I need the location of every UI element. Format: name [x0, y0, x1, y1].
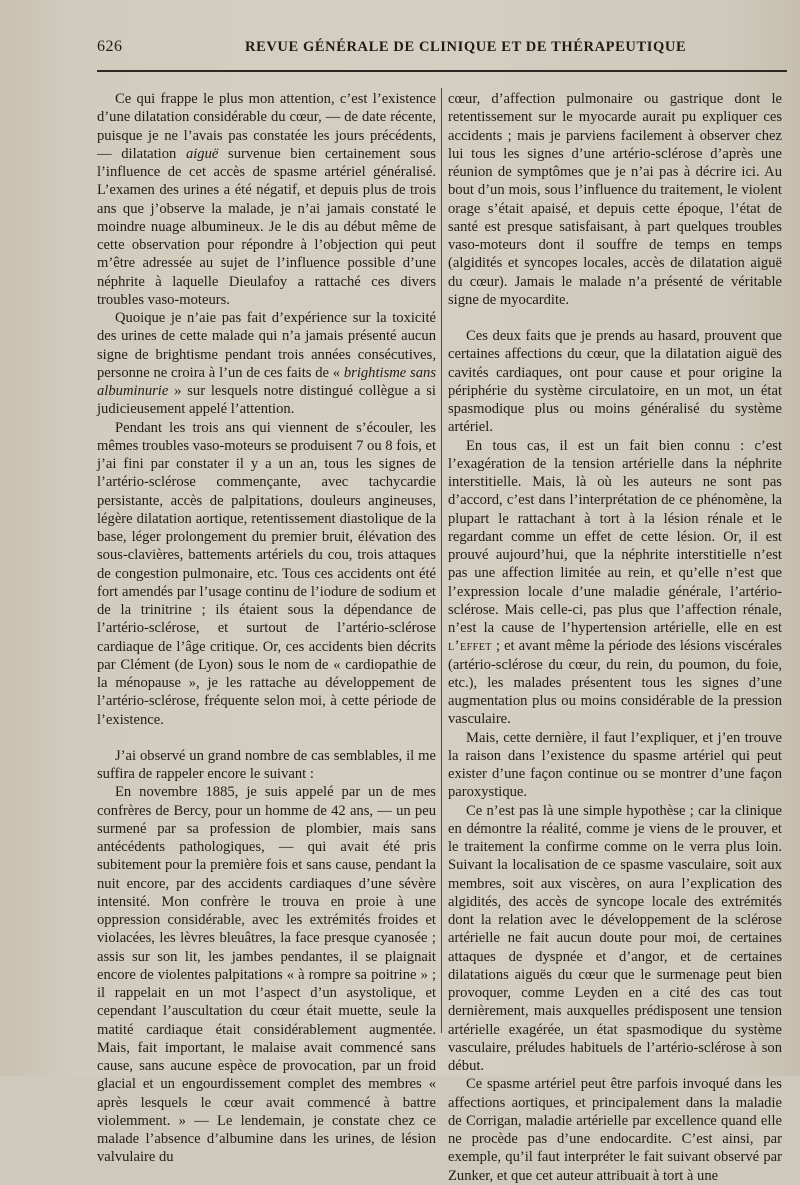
- left-column: [97, 90, 436, 1167]
- text-run: En tous cas, il est un fait bien connu : c’est l’exagération de la tension artérielle dans la néphrite interstitielle. Mais, là où les auteurs ne sont pas d’accord, c’est dans l’interprétation de ce phénomène, la plupart le rattachant à tort à la lésion rénale et le regardant comme un effet de cette lésion. Or, il est prouvé aujourd’hui, que la néphrite interstitielle n’est pas une affection limitée au rein, et qu’elle n’est que l’expression locale d’une maladie générale, l’artério-sclérose. Mais celle-ci, pas plus que l’affection rénale, n’est la cause de l’hypertension artérielle, elle en est: [448, 437, 782, 636]
- running-title: REVUE GÉNÉRALE DE CLINIQUE ET DE THÉRAPEUTIQUE: [245, 39, 687, 55]
- text-run: Mais, cette dernière, il faut l’expliquer, et j’en trouve la raison dans l’existence du spasme artériel qui peut exister d’une façon continue ou se montrer d’une façon paroxystique.: [448, 729, 782, 801]
- paragraph: [97, 783, 436, 1166]
- paragraph: [97, 309, 436, 419]
- paragraph: [448, 90, 782, 309]
- paragraph: [97, 90, 436, 309]
- page-header: [97, 38, 757, 60]
- text-run: Ces deux faits que je prends au hasard, prouvent que certaines affections du cœur, que la dilatation aiguë des cavités cardiaques, ont pour cause et pour origine la périphérie du système circulatoire, en un mot, un état spasmodique plus ou moins généralisé du système artériel.: [448, 328, 782, 436]
- page-number: 626: [97, 38, 123, 55]
- text-run: ; et avant même la période des lésions viscérales (artério-sclérose du cœur, du rein, du poumon, du foie, etc.), les malades présentent tous les signes d’une augmentation plus ou moins considérable de la pression vasculaire.: [448, 638, 782, 728]
- paragraph: [448, 1075, 782, 1185]
- small-caps-text: l’effet: [448, 638, 492, 655]
- text-run: Ce spasme artériel peut être parfois invoqué dans les affections aortiques, et principalement dans la maladie de Corrigan, maladie artérielle par excellence quand elle ne procède pas d’une endocardite. C’est ainsi, par exemple, qu’il faut interpréter le fait suivant observé par Zunker, et que cet auteur attribuait à tort à une: [448, 1076, 782, 1184]
- right-column: [448, 90, 782, 1185]
- text-run: Ce qui frappe le plus mon attention, c’est l’existence d’une dilatation considérable du cœur, — de date récente, puisque je ne l’avais pas constatée les jours précédents, — dilatation: [97, 91, 436, 162]
- text-run: Pendant les trois ans qui viennent de s’écouler, les mêmes troubles vaso-moteurs se produisent 7 ou 8 fois, et j’ai fini par constater il y a un an, tous les signes de l’artério-sclérose commençante, avec tachycardie persistante, accès de palpitations, douleurs angineuses, légère dilatation aortique, retentissement diastolique de la base, léger prolongement du premier bruit, élévation des sous-clavières, battements artériels du cou, trois attaques de congestion pulmonaire, etc. Tous ces accidents ont été fort amendés par l’usage continu de l’iodure de sodium et de la trinitrine ; ils étaient sous la dépendance de l’artério-sclérose, et surtout de l’artério-sclérose cardiaque de l’âge critique. Or, ces accidents bien décrits par Clément (de Lyon) sous le nom de « cardiopathie de la ménopause », je les rattache au développement de l’artério-sclérose, fréquente selon moi, à cette période de l’existence.: [97, 419, 436, 728]
- paragraph: [448, 437, 782, 729]
- italic-text: aiguë: [185, 145, 219, 162]
- paragraph: [448, 729, 782, 802]
- paragraph: [448, 802, 782, 1076]
- text-run: En novembre 1885, je suis appelé par un de mes confrères de Bercy, pour un homme de 42 ans, — un peu surmené par sa profession de plombier, mais sans antécédents pathologiques, — qui avait été pris subitement pour la première fois et sans cause, pendant la nuit encore, par des accidents cardiaques d’une sévère intensité. Mon confrère le trouva en proie à une oppression considérable, avec les extrémités froides et violacées, les lèvres bleuâtres, la face presque cyanosée ; assis sur son lit, les jambes pendantes, il se plaignait encore de violentes palpitations « à rompre sa poitrine » ; il rappelait en un mot l’aspect d’un asystolique, et cependant l’auscultation du cœur était muette, seule la matité cardiaque était considérablement augmentée. Mais, fait important, le malaise avait commencé sans cause, sans aucune espèce de provocation, par un froid glacial et un engourdissement complet des membres « après lesquels le cœur avait commencé à battre violemment. » — Le lendemain, je constate chez ce malade l’absence d’albumine dans les urines, de lésion valvulaire du: [97, 784, 436, 1166]
- header-rule: [97, 70, 787, 72]
- text-run: cœur, d’affection pulmonaire ou gastrique dont le retentissement sur le myocarde aurait pu expliquer ces accidents ; mais je parviens facilement à observer chez lui tous les signes d’une artério-sclérose d’après une réunion de symptômes que je n’ai pas à décrire ici. Au bout d’un mois, sous l’influence du traitement, le violent orage s’était apaisé, et depuis cette époque, l’état de santé est presque satisfaisant, à part quelques troubles vaso-moteurs dont il souffre de temps en temps (algidités et syncopes locales, accès de dilatation aiguë du cœur). Jamais le malade n’a présenté de véritable signe de myocardite.: [448, 91, 782, 308]
- paragraph: [97, 747, 436, 784]
- text-run: J’ai observé un grand nombre de cas semblables, il me suffira de rappeler encore le suivant :: [97, 747, 436, 782]
- text-run: Ce n’est pas là une simple hypothèse ; car la clinique en démontre la réalité, comme je viens de le prouver, et le traitement la confirme comme on le verra plus loin. Suivant la localisation de ce spasme vasculaire, soit aux membres, soit aux viscères, on aura l’explication des algidités, des accès de syncope locale des extrémités dont la relation avec le développement de la sclérose artérielle ne fait aucun doute pour moi, de certaines attaques de dyspnée et d’angor, et de certaines dilatations aiguës du cœur que le surmenage peut bien provoquer, comme Leyden en a cité des cas tout dernièrement, mais auxquelles prédisposent une tension artérielle exagérée, un état spasmodique du système vasculaire, préludes habituels de l’artério-sclérose à son début.: [448, 802, 782, 1074]
- paragraph: [448, 327, 782, 437]
- paragraph: [97, 419, 436, 729]
- column-divider: [441, 88, 442, 1033]
- text-run: survenue bien certainement sous l’influence de cet accès de spasme artériel généralisé. L’examen des urines a été négatif, et depuis plus de trois ans que j’observe la malade, je n’ai jamais constaté le moindre nuage albumineux. Je le dis au début même de cette observation pour répondre à l’objection qui peut m’être adressée au sujet de l’influence possible d’une néphrite à laquelle Dieulafoy a rattaché ces divers troubles vaso-moteurs.: [97, 145, 436, 308]
- text-run: » sur lesquels notre distingué collègue a si judicieusement appelé l’attention.: [97, 383, 436, 418]
- text-run: Quoique je n’aie pas fait d’expérience sur la toxicité des urines de cette malade qui n’a jamais présenté aucun signe de brightisme pendant trois années consécutives, personne ne croira à l’un de ces faits de «: [97, 310, 436, 381]
- italic-text: brightisme sans albuminurie: [97, 364, 437, 399]
